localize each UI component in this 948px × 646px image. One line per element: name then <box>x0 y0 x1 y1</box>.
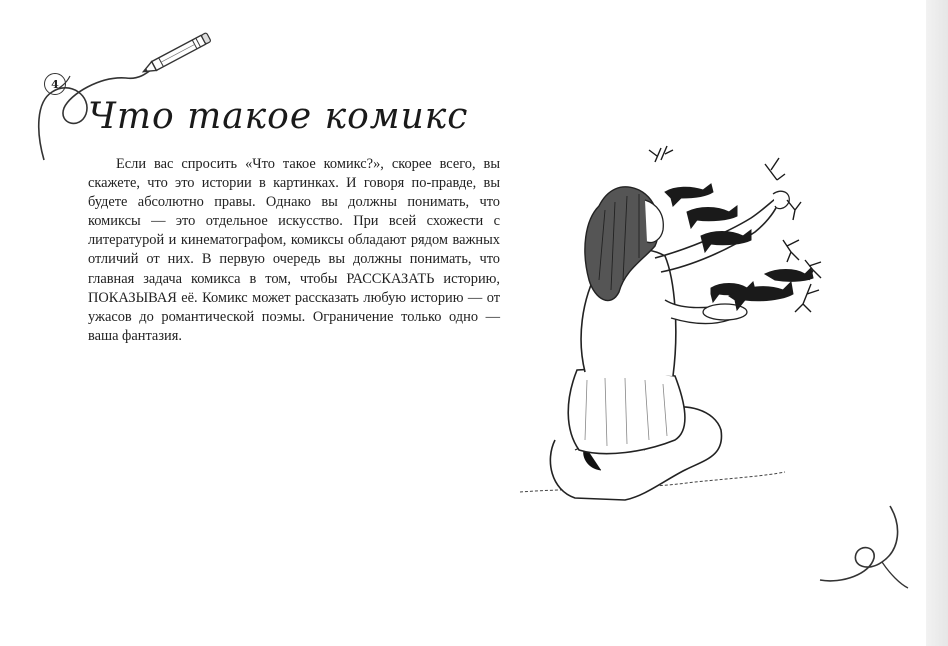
swirl-ornament-icon <box>812 500 922 600</box>
body-paragraph: Если вас спросить «Что такое комикс?», скорее всего, вы скажете, что это истории в картинках. И говоря по-правде, вы будете абсолютно правы. Однако вы должны понимать, что комиксы — это отдельное искусство. При всей схожести с литературой и кинематографом, комиксы обладают рядом важных отличий от них. В первую очередь вы должны понимать, что главная задача комикса в том, чтобы РАССКАЗАТЬ историю, ПОКАЗЫВАЯ её. Комикс может рассказать любую историю — от ужасов до романтической поэмы. Ограничение только одно — ваша фантазия. <box>88 156 500 344</box>
page-number: 4 <box>44 73 66 95</box>
caveman-illustration <box>515 140 845 520</box>
page-title: Что такое комикс <box>88 96 469 137</box>
page-edge-shadow <box>926 0 948 646</box>
